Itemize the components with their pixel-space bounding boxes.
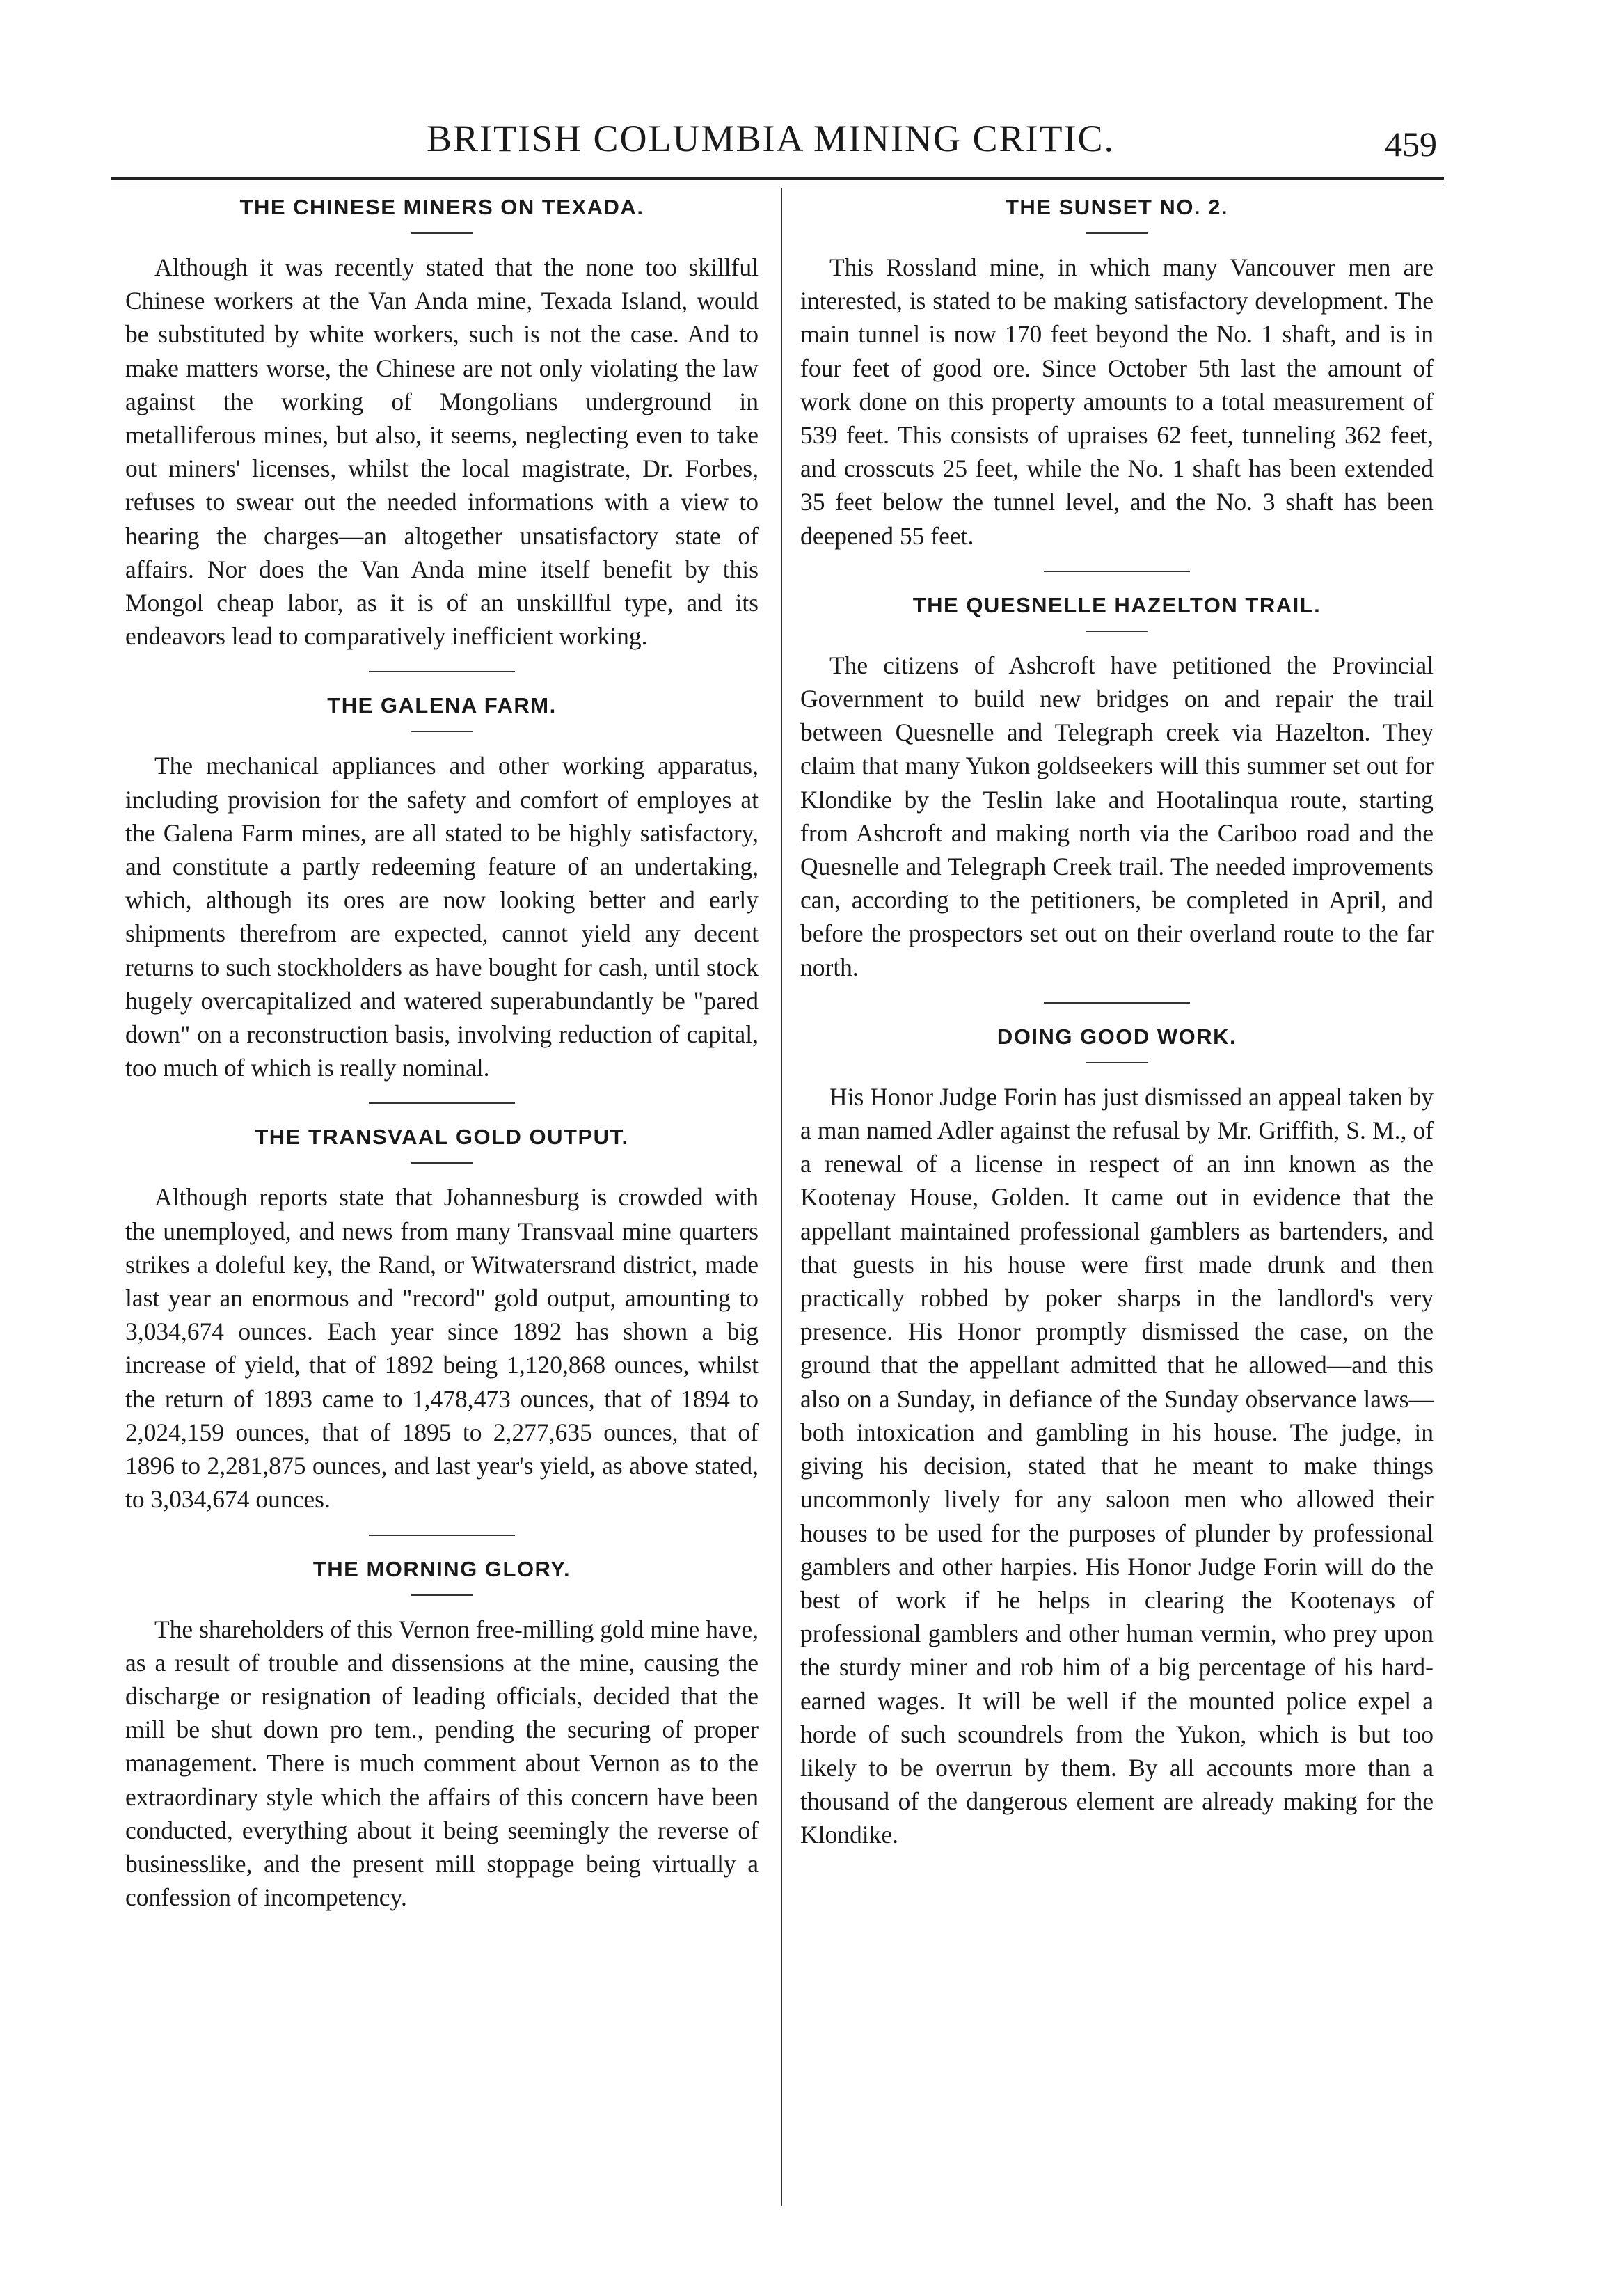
section-rule [1044, 1002, 1190, 1004]
article-quesnelle-trail [800, 593, 1434, 984]
heading-rule [411, 232, 473, 234]
article-transvaal-gold [125, 1125, 759, 1516]
article-body: This Rossland mine, in which many Vancouver men are interested, is stated to be making satisfactory development. The main tunnel is now 170 feet beyond the No. 1 shaft, and is in four feet of good ore. Since October 5th last the amount of work done on this property amounts to a total measurement of 539 feet. This consists of upraises 62 feet, tunneling 362 feet, and crosscuts 25 feet, while the No. 1 shaft has been extended 35 feet below the tunnel level, and the No. 3 shaft has been deepened 55 feet. [800, 253, 1434, 550]
article-body: The mechanical appliances and other working apparatus, including provision for the safety and comfort of employes at the Galena Farm mines, are all stated to be highly satisfactory, and constitute a partly redeeming feature of an undertaking, which, although its ores are now looking better and early shipments therefrom are expected, cannot yield any decent returns to such stockholders as have bought for cash, until stock hugely overcapitalized and watered superabundantly be "pared down" on a reconstruction basis, involving reduction of capital, too much of which is really nominal. [125, 752, 759, 1082]
article-body: His Honor Judge Forin has just dismissed an appeal taken by a man named Adler against the refusal by Mr. Griffith, S. M., of a renewal of a license in respect of an inn known as the Kootenay House, Golden. It came out in evidence that the appellant maintained professional gamblers as bartenders, and that guests in his house were first made drunk and then practically robbed by poker sharps in the landlord's very presence. His Honor promptly dismissed the case, on the ground that the appellant admitted that he allowed—and this also on a Sunday, in defiance of the Sunday observance laws—both intoxication and gambling in his house. The judge, in giving his decision, stated that he meant to make things uncommonly lively for any saloon men who allowed their houses to be used for the purposes of plunder by professional gamblers and other harpies. His Honor Judge Forin will do the best of work if he helps in clearing the Kootenays of professional gamblers and other human vermin, who prey upon the sturdy miner and rob him of a big percentage of his hard-earned wages. It will be well if the mounted police expel a horde of such scoundrels from the Yukon, which is but too likely to be overrun by them. By all accounts more than a thousand of the dangerous element are already making for the Klondike. [800, 1082, 1434, 1849]
right-column [800, 195, 1434, 1852]
article-heading: THE SUNSET NO. 2. [1005, 195, 1229, 219]
heading-rule [411, 731, 473, 732]
header-rule [111, 177, 1444, 184]
section-rule [1044, 571, 1190, 572]
running-title: BRITISH COLUMBIA MINING CRITIC. [426, 118, 1115, 159]
article-heading: THE GALENA FARM. [327, 693, 557, 718]
heading-rule [411, 1594, 473, 1596]
article-body: The citizens of Ashcroft have petitioned the Provincial Government to build new bridges on and repair the trail between Quesnelle and Telegraph creek via Hazelton. They claim that many Yukon goldseekers will this summer set out for Klondike by the Teslin lake and Hootalinqua route, starting from Ashcroft and making north via the Cariboo road and the Quesnelle and Telegraph Creek trail. The needed improvements can, according to the petitioners, be completed in April, and before the prospectors set out on their overland route to the far north. [800, 651, 1434, 981]
section-rule [369, 671, 515, 672]
article-doing-good-work [800, 1024, 1434, 1852]
article-heading: THE CHINESE MINERS ON TEXADA. [239, 195, 644, 219]
heading-rule [411, 1162, 473, 1164]
article-body: Although it was recently stated that the none too skillful Chinese workers at the Van Anda mine, Texada Island, would be substituted by white workers, such is not the case. And to make matters worse, the Chinese are not only violating the law against the working of Mongolians underground in metalliferous mines, but also, it seems, neglecting even to take out miners' licenses, whilst the local magistrate, Dr. Forbes, refuses to swear out the needed informations with a view to hearing the charges—an altogether unsatisfactory state of affairs. Nor does the Van Anda mine itself benefit by this Mongol cheap labor, as it is of an unskillful type, and its endeavors lead to comparatively inefficient working. [125, 253, 759, 651]
article-body: Although reports state that Johannesburg is crowded with the unemployed, and news from many Transvaal mine quarters strikes a doleful key, the Rand, or Witwatersrand district, made last year an enormous and "record" gold output, amounting to 3,034,674 ounces. Each year since 1892 has shown a big increase of yield, that of 1892 being 1,120,868 ounces, whilst the return of 1893 came to 1,478,473 ounces, that of 1894 to 2,024,159 ounces, that of 1895 to 2,277,635 ounces, that of 1896 to 2,281,875 ounces, and last year's yield, as above stated, to 3,034,674 ounces. [125, 1183, 759, 1514]
article-body: The shareholders of this Vernon free-milling gold mine have, as a result of trouble and dissensions at the mine, causing the discharge or resignation of leading officials, decided that the mill be shut down pro tem., pending the securing of proper management. There is much comment about Vernon as to the extraordinary style which the affairs of this concern have been conducted, everything about it being seemingly the reverse of businesslike, and the present mill stoppage being virtually a confession of incompetency. [125, 1615, 759, 1912]
article-sunset-no-2 [800, 195, 1434, 553]
left-column [125, 195, 759, 1914]
article-heading: THE TRANSVAAL GOLD OUTPUT. [255, 1125, 629, 1150]
article-morning-glory [125, 1557, 759, 1915]
page-number: 459 [1385, 125, 1437, 164]
article-heading: THE QUESNELLE HAZELTON TRAIL. [912, 592, 1321, 617]
article-galena-farm [125, 693, 759, 1084]
heading-rule [1086, 1062, 1148, 1063]
column-divider [781, 188, 782, 2206]
article-heading: THE MORNING GLORY. [312, 1556, 571, 1581]
section-rule [369, 1535, 515, 1536]
heading-rule [1086, 631, 1148, 632]
article-chinese-miners [125, 195, 759, 653]
heading-rule [1086, 232, 1148, 234]
page-header [104, 117, 1437, 166]
article-heading: DOING GOOD WORK. [996, 1024, 1237, 1049]
section-rule [369, 1102, 515, 1104]
